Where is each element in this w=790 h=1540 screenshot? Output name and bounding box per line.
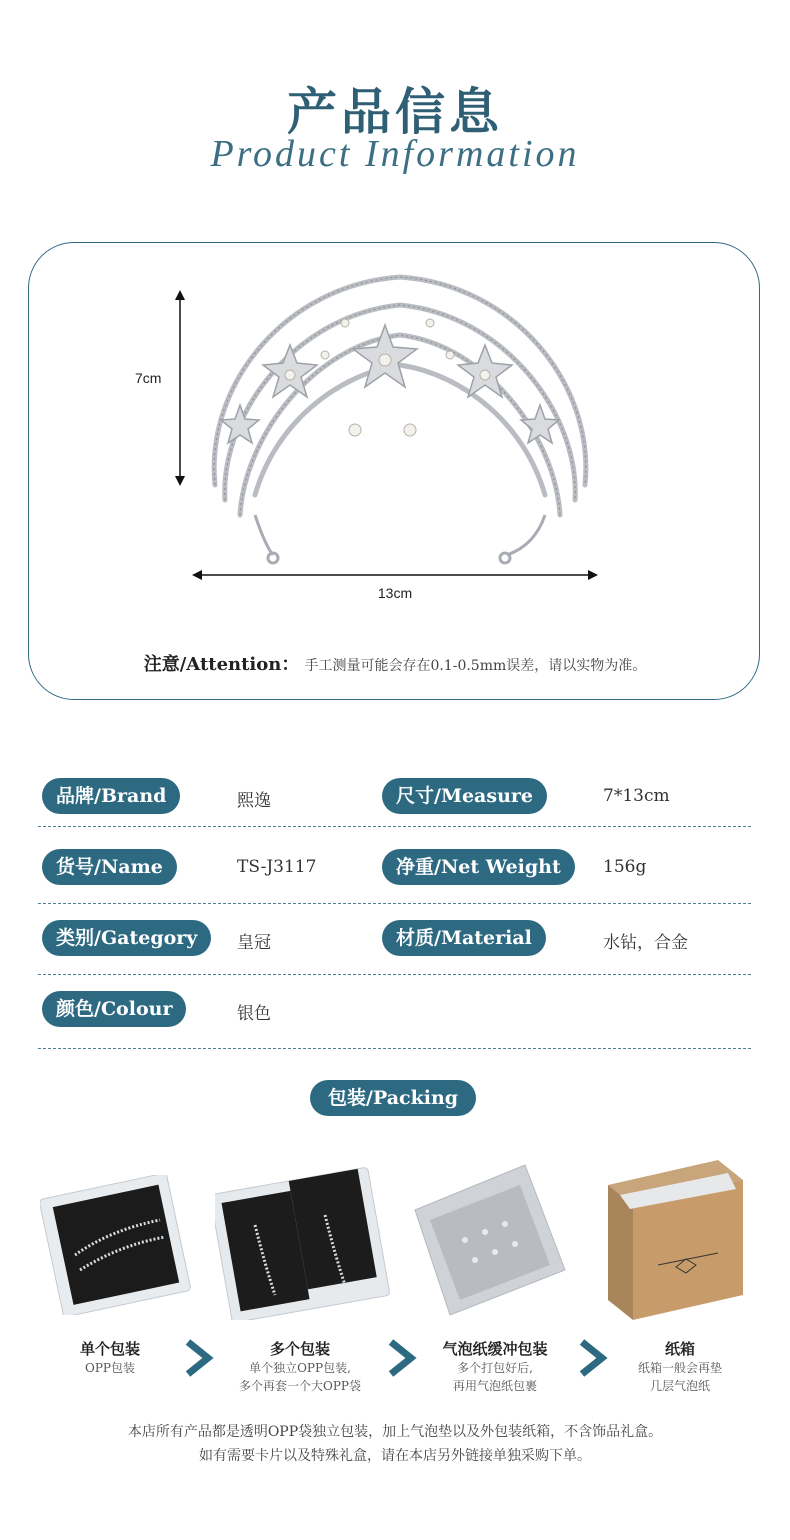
- pack-step-title: 多个包装: [269, 1340, 330, 1358]
- pack-step-desc: 多个打包好后,: [457, 1361, 533, 1375]
- divider: [38, 903, 751, 904]
- width-arrow: [192, 566, 598, 584]
- height-arrow: [170, 290, 190, 486]
- spec-value-colour: 银色: [237, 1004, 271, 1024]
- pack-step-desc: 再用气泡纸包裹: [452, 1379, 537, 1393]
- spec-value-measure: 7*13cm: [603, 786, 670, 806]
- pack-step-desc: 纸箱一般会再垫: [637, 1361, 722, 1375]
- attention-label: 注意/Attention：: [143, 654, 300, 675]
- footer-note: [0, 1420, 790, 1468]
- pack-step-title: 单个包装: [79, 1340, 140, 1358]
- multiple-package-image: [215, 1165, 390, 1320]
- footer-line: 本店所有产品都是透明OPP袋独立包装，加上气泡垫以及外包装纸箱，不含饰品礼盒。: [127, 1424, 663, 1440]
- spec-value-category: 皇冠: [237, 933, 271, 953]
- spec-value-brand: 熙逸: [237, 791, 271, 811]
- width-label: 13cm: [377, 585, 413, 601]
- divider: [38, 1048, 751, 1049]
- bubble-wrap-image: [405, 1160, 570, 1320]
- chevron-right-icon: [385, 1338, 417, 1378]
- spec-label-colour: 颜色/Colour: [42, 991, 186, 1027]
- spec-label-material: 材质/Material: [382, 920, 546, 956]
- chevron-right-icon: [182, 1338, 214, 1378]
- pack-step-bubble: [415, 1338, 575, 1395]
- tiara-image: [195, 265, 605, 575]
- pack-step-desc: 几层气泡纸: [649, 1379, 710, 1393]
- spec-value-weight: 156g: [603, 857, 647, 877]
- pack-step-title: 纸箱: [664, 1340, 695, 1358]
- footer-line: 如有需要卡片以及特殊礼盒，请在本店另外链接单独采购下单。: [199, 1448, 591, 1464]
- spec-label-category: 类别/Gategory: [42, 920, 211, 956]
- page-subtitle: Product Information: [210, 133, 580, 175]
- spec-label-brand: 品牌/Brand: [42, 778, 180, 814]
- pack-step-desc: 多个再套一个大OPP袋: [239, 1379, 361, 1393]
- divider: [38, 826, 751, 827]
- spec-value-material: 水钻，合金: [603, 933, 688, 953]
- height-label: 7cm: [135, 370, 162, 386]
- pack-step-carton: [610, 1338, 750, 1395]
- attention-text: 手工测量可能会存在0.1-0.5mm误差，请以实物为准。: [304, 658, 647, 674]
- spec-value-name: TS-J3117: [237, 857, 317, 877]
- spec-label-measure: 尺寸/Measure: [382, 778, 547, 814]
- attention-note: [0, 650, 790, 676]
- pack-step-single: [40, 1338, 180, 1377]
- page-title: 产品信息: [287, 82, 503, 141]
- pack-step-title: 气泡纸缓冲包装: [442, 1340, 548, 1358]
- spec-label-weight: 净重/Net Weight: [382, 849, 575, 885]
- divider: [38, 974, 751, 975]
- single-package-image: [40, 1175, 200, 1315]
- pack-step-desc: OPP包装: [85, 1361, 135, 1375]
- packing-heading: 包装/Packing: [310, 1080, 476, 1116]
- pack-step-desc: 单个独立OPP包装,: [249, 1361, 351, 1375]
- spec-label-name: 货号/Name: [42, 849, 177, 885]
- chevron-right-icon: [576, 1338, 608, 1378]
- carton-box-image: [598, 1155, 750, 1325]
- pack-step-multiple: [220, 1338, 380, 1395]
